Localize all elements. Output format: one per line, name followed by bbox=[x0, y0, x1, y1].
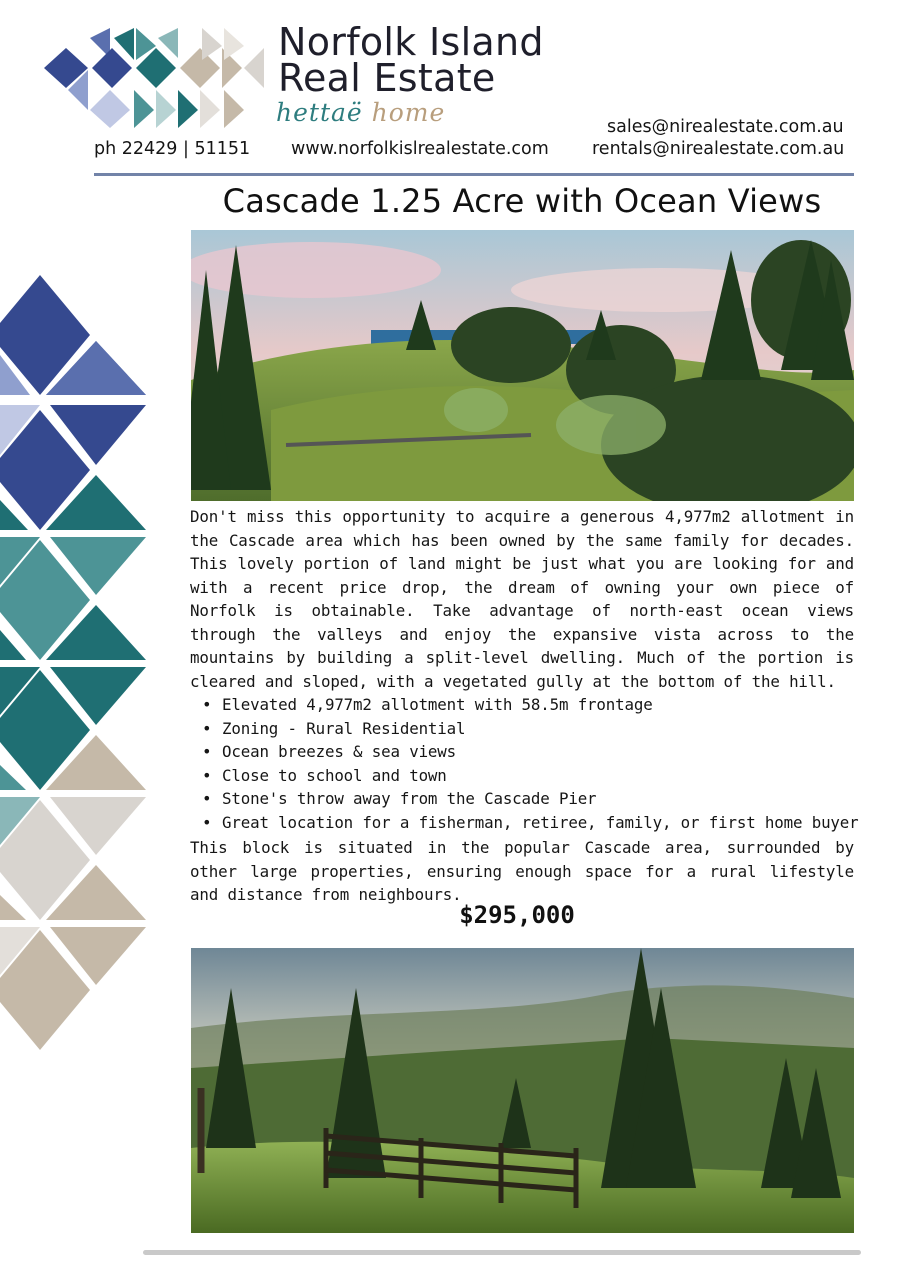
property-photo-pine-valley bbox=[191, 948, 854, 1233]
listing-title: Cascade 1.25 Acre with Ocean Views bbox=[222, 182, 822, 220]
listing-description: Don't miss this opportunity to acquire a generous 4,977m2 allotment in the Cascade area which has been owned by the same family for decades. This lovely portion of land might be just what you are looking for and with a recent price drop, the dream of owning your own piece of Norfolk is obtainable. Take advantage of north-east ocean views through the valleys and enjoy the expansive vista across to the mountains by building a split-level dwelling. Much of the portion is cleared and sloped, with a vegetated gully at the bottom of the hill. bbox=[190, 507, 854, 691]
sales-email-link[interactable]: sales@nirealestate.com.au bbox=[607, 117, 844, 137]
feature-item: • Stone's throw away from the Cascade Pier bbox=[197, 787, 857, 811]
feature-list bbox=[197, 693, 857, 834]
feature-item: • Ocean breezes & sea views bbox=[197, 740, 857, 764]
website-link[interactable]: www.norfolkislrealestate.com bbox=[291, 139, 549, 159]
listing-price: $295,000 bbox=[459, 901, 575, 929]
brand-name-line-2: Real Estate bbox=[278, 56, 496, 100]
company-logo-mosaic bbox=[36, 28, 266, 128]
property-photo-ocean-view bbox=[191, 230, 854, 501]
listing-closing-text: This block is situated in the popular Cascade area, surrounded by other large properties, ensuring enough space for a rural lifestyle and distance from neighbours. bbox=[190, 838, 854, 904]
feature-item: • Great location for a fisherman, retiree, family, or first home buyer bbox=[197, 811, 857, 835]
phone-numbers: ph 22429 | 51151 bbox=[94, 139, 251, 159]
side-tiles bbox=[0, 275, 146, 1050]
side-diamond-pattern bbox=[0, 275, 150, 1050]
feature-item: • Zoning - Rural Residential bbox=[197, 717, 857, 741]
feature-item: • Elevated 4,977m2 allotment with 58.5m frontage bbox=[197, 693, 857, 717]
brand-tagline bbox=[276, 98, 445, 127]
rentals-email-link[interactable]: rentals@nirealestate.com.au bbox=[592, 139, 845, 159]
tagline-word-2: home bbox=[371, 98, 446, 127]
tagline-word-1: hettaë bbox=[276, 98, 363, 127]
brand-name-line-1: Norfolk Island bbox=[278, 20, 544, 64]
footer-divider bbox=[143, 1250, 861, 1255]
feature-item: • Close to school and town bbox=[197, 764, 857, 788]
logo-tiles bbox=[44, 28, 264, 128]
header-divider bbox=[94, 173, 854, 176]
